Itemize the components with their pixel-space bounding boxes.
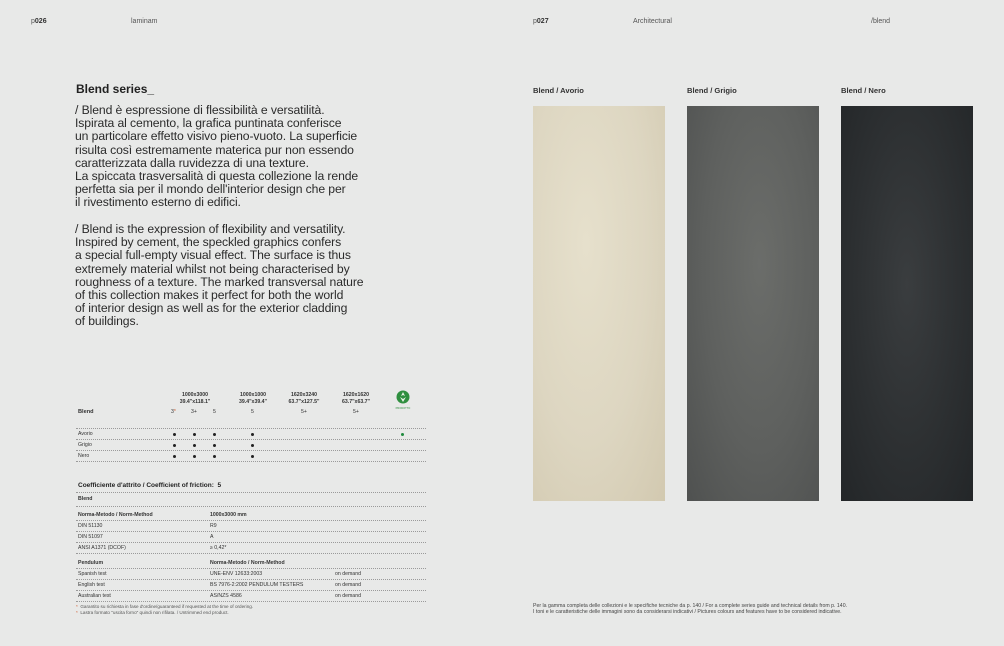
row-name-avorio: Avorio — [78, 431, 93, 437]
pendulum-test: Spanish test — [78, 571, 107, 577]
norm-value: R9 — [210, 523, 217, 529]
divider — [76, 450, 426, 451]
swatch-grigio — [687, 106, 819, 501]
norm-method-header: Norma-Metodo / Norm-Method — [78, 512, 153, 518]
size-column-header: 1000x3000 mm — [210, 512, 247, 518]
thickness-4: 5 — [251, 409, 254, 415]
divider — [76, 520, 426, 521]
bottom-note: Per la gamma completa delle collezioni e le specifiche tecniche da p. 140 / For a complete series guide and technical details from p. 140. I toni e le caratteristiche delle immagini sono da considerarsi indicativi / Pictures colours and features have to be considered indicative. — [533, 603, 848, 616]
swatch-label-grigio: Blend / Grigio — [687, 86, 737, 95]
divider — [76, 601, 426, 602]
eco-label-icon: PRODOTTO — [392, 389, 414, 415]
divider — [76, 568, 426, 569]
thickness-5: 5+ — [301, 409, 307, 415]
thickness-2: 3+ — [191, 409, 197, 415]
table-row-header: Blend — [78, 409, 94, 415]
pendulum-availability: on demand — [335, 593, 361, 599]
availability-dot — [213, 444, 216, 447]
availability-dot — [251, 455, 254, 458]
page-title: Blend series_ — [76, 82, 155, 96]
availability-dot — [193, 433, 196, 436]
availability-dot — [173, 444, 176, 447]
thickness-1: 3* — [171, 409, 176, 415]
norm-value: A — [210, 534, 214, 540]
description-english: / Blend is the expression of flexibility and versatility. Inspired by cement, the speckled graphics confers a special full-empty visual effect. The surface is thus extremely material whilst not being characterised by roughness of a texture. The marked transversal nature of this collection makes it perfect for both the world of interior design as well as for the exterior cladding of buildings. — [75, 222, 364, 329]
row-name-nero: Nero — [78, 453, 90, 459]
availability-dot — [213, 455, 216, 458]
friction-table — [78, 482, 428, 599]
size-header-2: 1000x1000 39.4"x39.4" — [239, 392, 267, 405]
swatch-nero — [841, 106, 973, 501]
pendulum-availability: on demand — [335, 582, 361, 588]
availability-dot — [173, 433, 176, 436]
footnote: * Garantito su richiesta in fase d'ordine/guaranteed if requested at the time of ordering. — [76, 604, 254, 609]
friction-subtitle: Blend — [78, 496, 93, 502]
divider — [76, 531, 426, 532]
norm-value: ≥ 0,42* — [210, 545, 227, 551]
swatch-label-avorio: Blend / Avorio — [533, 86, 584, 95]
divider — [76, 461, 426, 462]
eco-dot — [401, 433, 404, 436]
footnotes — [76, 604, 253, 616]
availability-dot — [251, 433, 254, 436]
divider — [76, 553, 426, 554]
swatch-avorio — [533, 106, 665, 501]
availability-dot — [193, 455, 196, 458]
row-name-grigio: Grigio — [78, 442, 92, 448]
brand-label: laminam — [131, 18, 158, 25]
norm-name: ANSI A1371 (DCOF) — [78, 545, 126, 551]
size-header-4: 1620x1620 63.7"x63.7" — [342, 392, 370, 405]
divider — [76, 579, 426, 580]
norm-name: DIN 51130 — [78, 523, 103, 529]
friction-title: Coefficiente d'attrito / Coefficient of friction: 5 — [78, 482, 222, 489]
swatch-label-nero: Blend / Nero — [841, 86, 886, 95]
divider — [76, 542, 426, 543]
divider — [76, 590, 426, 591]
thickness-3: 5 — [213, 409, 216, 415]
availability-dot — [173, 455, 176, 458]
series-tag: /blend — [871, 18, 891, 25]
pendulum-norm: AS/NZS 4586 — [210, 593, 242, 599]
description-italian: / Blend è espressione di flessibilità e versatilità. Ispirata al cemento, la grafica puntinata conferisce un particolare effetto visivo pieno-vuoto. La superficie risulta così estremamente materica pur non essendo caratterizzata dalla ruvidezza di una texture. La spiccata trasversalità di questa collezione la rende perfetta sia per il mondo dell'interior design che per il rivestimento esterno di edifici. — [75, 103, 359, 210]
pendulum-availability: on demand — [335, 571, 361, 577]
pendulum-test: English test — [78, 582, 105, 588]
pendulum-norm-header: Norma-Metodo / Norm-Method — [210, 560, 285, 566]
divider — [76, 492, 426, 493]
footnote: * Lastra formato "uscita forno" quindi non rifilata. / Untrimmed end product. — [76, 610, 229, 615]
section-label: Architectural — [633, 18, 672, 25]
size-header-1: 1000x3000 39.4"x118.1" — [179, 392, 211, 405]
divider — [76, 506, 426, 507]
page-number-left: p026 — [31, 18, 47, 25]
pendulum-header: Pendulum — [78, 560, 104, 566]
pendulum-norm: BS 7976-2:2002 PENDULUM TESTERS — [210, 582, 304, 588]
availability-dot — [251, 444, 254, 447]
thickness-6: 5+ — [353, 409, 359, 415]
availability-dot — [213, 433, 216, 436]
divider — [76, 428, 426, 429]
formats-table — [76, 388, 426, 463]
pendulum-test: Australian test — [78, 593, 111, 599]
availability-dot — [193, 444, 196, 447]
page-number-right: p027 — [533, 18, 549, 25]
norm-name: DIN 51097 — [78, 534, 103, 540]
divider — [76, 439, 426, 440]
size-header-3: 1620x3240 63.7"x127.5" — [288, 392, 320, 405]
pendulum-norm: UNE-ENV 12633:2003 — [210, 571, 263, 577]
